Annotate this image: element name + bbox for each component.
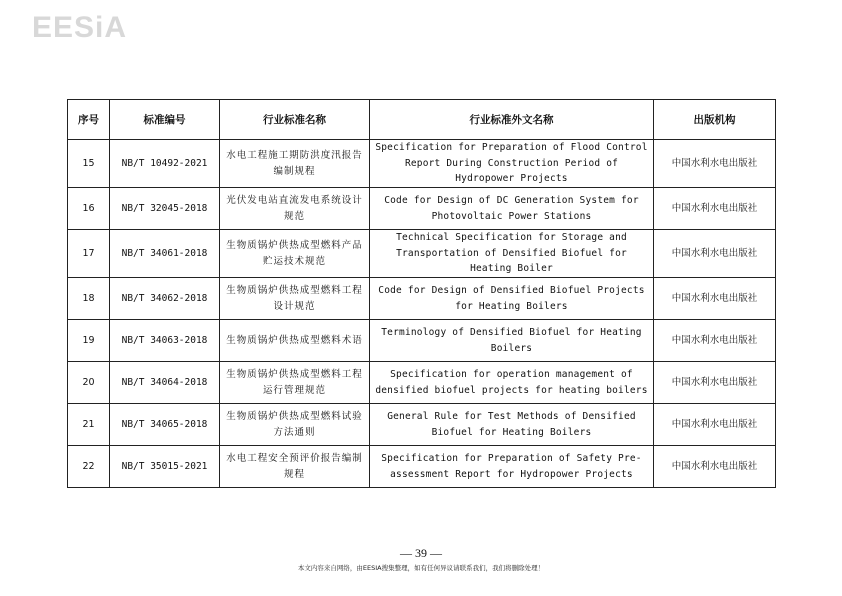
col-header-code: 标准编号 (110, 100, 220, 140)
cell-name-cn: 生物质锅炉供热成型燃料术语 (220, 320, 370, 362)
table-row (68, 446, 776, 488)
cell-no: 22 (68, 446, 110, 488)
table-row (68, 230, 776, 278)
table-row (68, 278, 776, 320)
cell-name-cn: 生物质锅炉供热成型燃料工程运行管理规范 (220, 362, 370, 404)
cell-code: NB/T 32045-2018 (110, 188, 220, 230)
cell-name-cn: 生物质锅炉供热成型燃料产品贮运技术规范 (220, 230, 370, 278)
cell-name-en: Code for Design of Densified Biofuel Projects for Heating Boilers (370, 278, 654, 320)
cell-publisher: 中国水利水电出版社 (654, 140, 776, 188)
cell-code: NB/T 34061-2018 (110, 230, 220, 278)
cell-publisher: 中国水利水电出版社 (654, 446, 776, 488)
cell-name-cn: 水电工程施工期防洪度汛报告编制规程 (220, 140, 370, 188)
cell-publisher: 中国水利水电出版社 (654, 404, 776, 446)
cell-name-en: Technical Specification for Storage and Transportation of Densified Biofuel for Heating Boiler (370, 230, 654, 278)
col-header-publisher: 出版机构 (654, 100, 776, 140)
cell-code: NB/T 10492-2021 (110, 140, 220, 188)
table-row (68, 320, 776, 362)
cell-no: 16 (68, 188, 110, 230)
cell-no: 21 (68, 404, 110, 446)
cell-name-en: Specification for Preparation of Flood Control Report During Construction Period of Hydropower Projects (370, 140, 654, 188)
cell-name-cn: 水电工程安全预评价报告编制规程 (220, 446, 370, 488)
cell-name-en: General Rule for Test Methods of Densified Biofuel for Heating Boilers (370, 404, 654, 446)
col-header-name-en: 行业标准外文名称 (370, 100, 654, 140)
cell-publisher: 中国水利水电出版社 (654, 188, 776, 230)
page-number: — 39 — (400, 546, 442, 560)
cell-name-en: Terminology of Densified Biofuel for Heating Boilers (370, 320, 654, 362)
cell-code: NB/T 34062-2018 (110, 278, 220, 320)
table-header-row (68, 100, 776, 140)
cell-publisher: 中国水利水电出版社 (654, 320, 776, 362)
cell-name-en: Code for Design of DC Generation System for Photovoltaic Power Stations (370, 188, 654, 230)
cell-code: NB/T 34064-2018 (110, 362, 220, 404)
cell-name-cn: 生物质锅炉供热成型燃料工程设计规范 (220, 278, 370, 320)
cell-name-cn: 生物质锅炉供热成型燃料试验方法通则 (220, 404, 370, 446)
eesia-logo: EESiA (32, 11, 128, 44)
table-row (68, 188, 776, 230)
cell-publisher: 中国水利水电出版社 (654, 362, 776, 404)
col-header-name-cn: 行业标准名称 (220, 100, 370, 140)
cell-code: NB/T 35015-2021 (110, 446, 220, 488)
cell-no: 17 (68, 230, 110, 278)
table-row (68, 404, 776, 446)
col-header-no: 序号 (68, 100, 110, 140)
cell-name-en: Specification for operation management of densified biofuel projects for heating boilers (370, 362, 654, 404)
footer-notice: 本文内容来自网络，由EESIA搜集整理，如有任何异议请联系我们，我们将删除处理！ (297, 564, 545, 572)
cell-code: NB/T 34065-2018 (110, 404, 220, 446)
cell-name-en: Specification for Preparation of Safety Pre-assessment Report for Hydropower Projects (370, 446, 654, 488)
table-row (68, 362, 776, 404)
cell-code: NB/T 34063-2018 (110, 320, 220, 362)
cell-publisher: 中国水利水电出版社 (654, 230, 776, 278)
cell-no: 18 (68, 278, 110, 320)
cell-publisher: 中国水利水电出版社 (654, 278, 776, 320)
table-row (68, 140, 776, 188)
cell-no: 15 (68, 140, 110, 188)
cell-name-cn: 光伏发电站直流发电系统设计规范 (220, 188, 370, 230)
cell-no: 19 (68, 320, 110, 362)
standards-table (67, 99, 776, 488)
cell-no: 20 (68, 362, 110, 404)
